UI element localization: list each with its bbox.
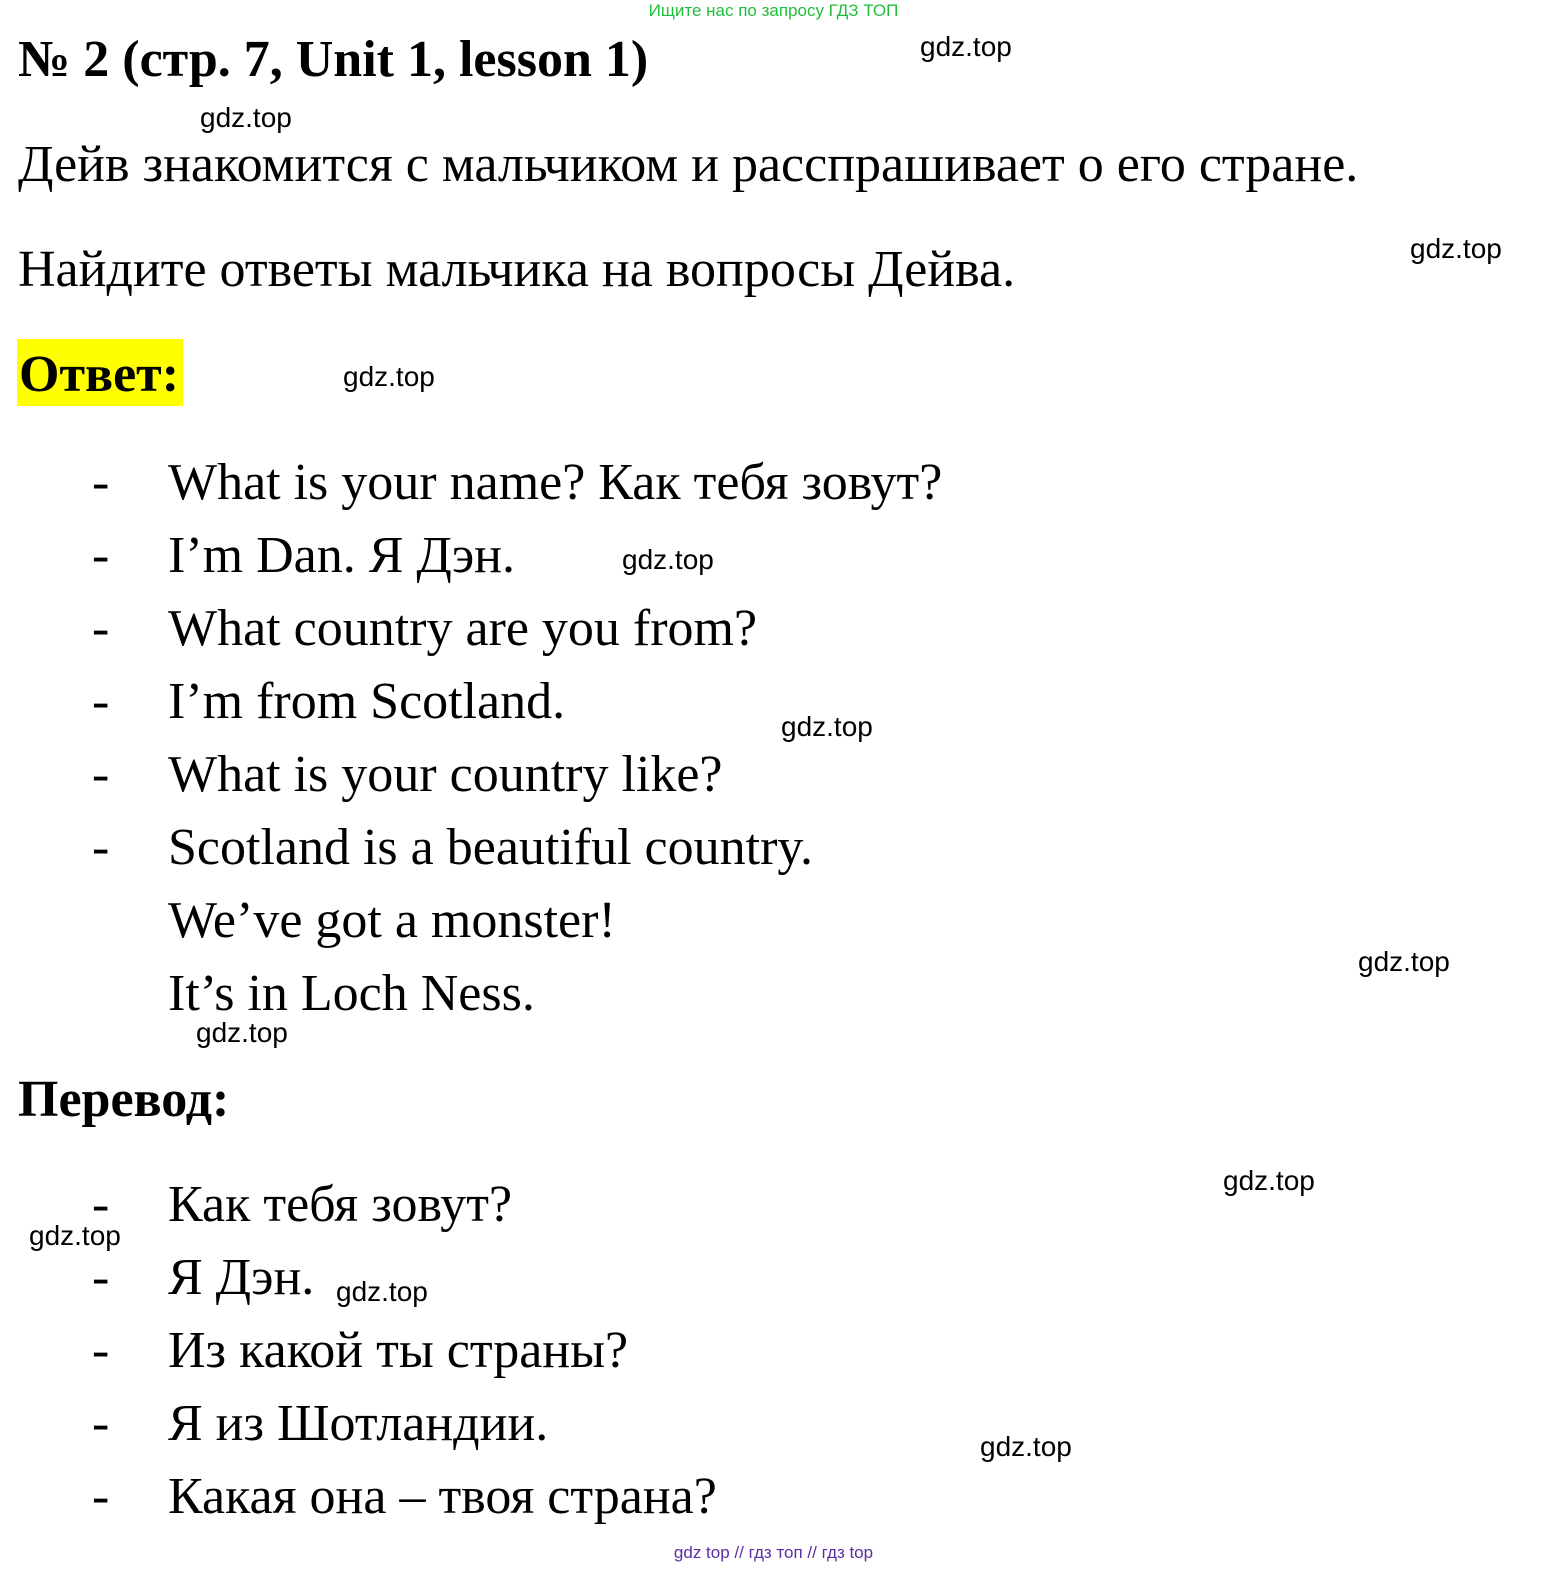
intro-line-2: Найдите ответы мальчика на вопросы Дейва. <box>18 241 1016 298</box>
watermark: gdz.top <box>622 544 714 575</box>
translation-line-5: Какая она – твоя страна? <box>168 1468 717 1525</box>
answer-line-1: What is your name? Как тебя зовут? <box>168 454 943 511</box>
translation-label: Перевод: <box>18 1071 230 1128</box>
intro-line-1: Дейв знакомится с мальчиком и расспрашивает о его стране. <box>18 136 1359 193</box>
answer-dash-4: - <box>92 673 110 730</box>
translation-line-4: Я из Шотландии. <box>168 1395 549 1452</box>
answer-line-3: What country are you from? <box>168 600 758 657</box>
watermark: gdz.top <box>1223 1165 1315 1196</box>
translation-dash-2: - <box>92 1249 110 1306</box>
translation-line-3: Из какой ты страны? <box>168 1322 629 1379</box>
answer-dash-2: - <box>92 527 110 584</box>
page-title: № 2 (стр. 7, Unit 1, lesson 1) <box>18 31 649 88</box>
answer-line-5: What is your country like? <box>168 746 723 803</box>
answer-line-4: I’m from Scotland. <box>168 673 566 730</box>
footer-text: gdz top // гдз топ // гдз top <box>673 1543 874 1562</box>
watermark: gdz.top <box>781 711 873 742</box>
translation-dash-5: - <box>92 1468 110 1525</box>
watermark: gdz.top <box>336 1276 428 1307</box>
answer-dash-5: - <box>92 746 110 803</box>
answer-line-7: We’ve got a monster! <box>168 892 616 949</box>
translation-dash-1: - <box>92 1176 110 1233</box>
answer-line-2: I’m Dan. Я Дэн. <box>168 527 516 584</box>
answer-dash-6: - <box>92 819 110 876</box>
answer-dash-1: - <box>92 454 110 511</box>
watermark: gdz.top <box>196 1017 288 1048</box>
top-promo-text: Ищите нас по запросу ГДЗ ТОП <box>648 1 899 20</box>
answer-dash-3: - <box>92 600 110 657</box>
watermark: gdz.top <box>980 1431 1072 1462</box>
translation-dash-4: - <box>92 1395 110 1452</box>
answer-label: Ответ: <box>17 339 183 406</box>
watermark: gdz.top <box>343 361 435 392</box>
watermark: gdz.top <box>200 102 292 133</box>
translation-line-2: Я Дэн. <box>168 1249 315 1306</box>
translation-line-1: Как тебя зовут? <box>168 1176 513 1233</box>
watermark: gdz.top <box>1358 946 1450 977</box>
watermark: gdz.top <box>29 1220 121 1251</box>
translation-dash-3: - <box>92 1322 110 1379</box>
watermark: gdz.top <box>1410 233 1502 264</box>
answer-line-6: Scotland is a beautiful country. <box>168 819 814 876</box>
watermark: gdz.top <box>920 31 1012 62</box>
answer-line-8: It’s in Loch Ness. <box>168 965 535 1022</box>
